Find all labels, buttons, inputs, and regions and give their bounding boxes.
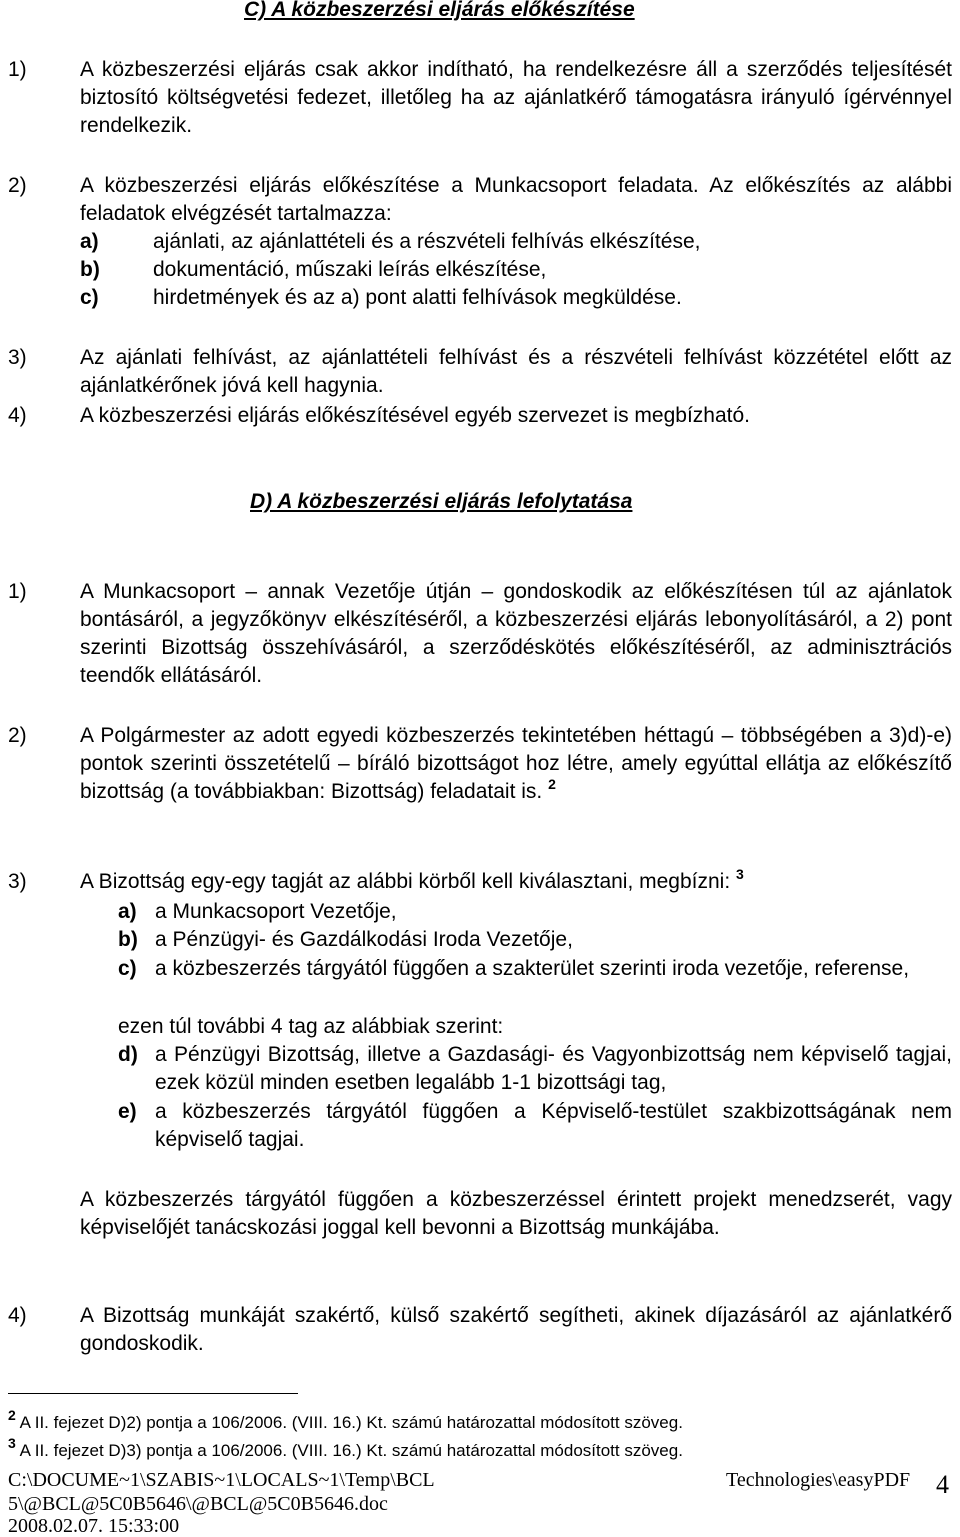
paragraph-text: A közbeszerzési eljárás csak akkor indítható, ha rendelkezésre áll a szerződés teljesítését biztosító költségvetési fedezet, illetőleg ha az ajánlatkérő támogatásra irányuló ígérvénnyel rendelkezik.: [80, 58, 952, 137]
footer-timestamp: 2008.02.07. 15:33:00: [8, 1515, 180, 1537]
paragraph-number: 2): [8, 724, 27, 747]
list-item: [80, 284, 682, 312]
footer-path-line-2: 5\@BCL@5C0B5646\@BCL@5C0B5646.doc: [8, 1493, 388, 1515]
list-item-text: dokumentáció, műszaki leírás elkészítése,: [153, 258, 547, 281]
paragraph-number: 3): [8, 870, 27, 893]
list-item-label: c): [118, 957, 137, 980]
list-item-text: a Pénzügyi Bizottság, illetve a Gazdasági- és Vagyonbizottság nem képviselő tagjai, ezek közül minden esetben legalább 1-1 bizottsági tag,: [155, 1043, 952, 1094]
paragraph-text: A közbeszerzési eljárás előkészítése a Munkacsoport feladata. Az előkészítés az alábbi feladatok elvégzését tartalmazza:: [80, 174, 952, 225]
list-item-label: b): [80, 258, 100, 281]
list-item-label: a): [118, 900, 137, 923]
paragraph-number: 2): [8, 174, 27, 197]
paragraph-body: A Polgármester az adott egyedi közbeszerzés tekintetében héttagú – többségében a 3)d)-e) pontok szerinti összetételű – bíráló bizottságot hoz létre, amely egyúttal ellátja az előkészítő bizottság (a továbbiakban: Bizottság) feladatait is.: [80, 724, 952, 803]
paragraph-number: 4): [8, 1304, 27, 1327]
footnote-text: A II. fejezet D)2) pontja a 106/2006. (VIII. 16.) Kt. számú határozattal módosított szöveg.: [19, 1413, 683, 1432]
paragraph-text: A Bizottság munkáját szakértő, külső szakértő segítheti, akinek díjazásáról az ajánlatkérő gondoskodik.: [80, 1304, 952, 1355]
list-item-label: c): [80, 286, 99, 309]
paragraph-text: [80, 868, 952, 897]
list-intro: ezen túl további 4 tag az alábbiak szerint:: [118, 1015, 504, 1038]
list-item-text: a Pénzügyi- és Gazdálkodási Iroda Vezetője,: [155, 928, 573, 951]
list-item: [80, 256, 546, 284]
paragraph-body: A Bizottság egy-egy tagját az alábbi körből kell kiválasztani, megbízni:: [80, 870, 731, 893]
paragraph-text: A Munkacsoport – annak Vezetője útján – gondoskodik az előkészítésen túl az ajánlatok bontásáról, a jegyzőkönyv elkészítéséről, a közbeszerzési eljárás lebonyolításáról, a 2) pont szerinti Bizottság összehívásáról, a szerződéskötés előkészítéséről, az adminisztrációs teendők ellátásáról.: [80, 580, 952, 687]
footnote-reference: 3: [736, 866, 744, 882]
list-item-text: ajánlati, az ajánlattételi és a részvételi felhívás elkészítése,: [153, 230, 701, 253]
footnote-mark: 2: [8, 1407, 16, 1423]
list-item: [118, 1098, 952, 1154]
list-item: [118, 926, 952, 954]
footnote: [8, 1435, 683, 1462]
list-item-label: b): [118, 928, 138, 951]
list-item-text: a közbeszerzés tárgyától függően a szakterület szerinti iroda vezetője, referense,: [155, 957, 910, 980]
list-item-label: a): [80, 230, 99, 253]
list-item: [80, 228, 700, 256]
footnote: [8, 1407, 683, 1434]
paragraph-text: Az ajánlati felhívást, az ajánlattételi felhívást és a részvételi felhívást közzététel előtt az ajánlatkérőnek jóvá kell hagynia.: [80, 346, 952, 397]
section-d-heading: D) A közbeszerzési eljárás lefolytatása: [250, 490, 633, 513]
list-item: [118, 1041, 952, 1097]
paragraph-number: 1): [8, 580, 27, 603]
footnote-text: A II. fejezet D)3) pontja a 106/2006. (VIII. 16.) Kt. számú határozattal módosított szöveg.: [19, 1441, 683, 1460]
list-item: [118, 955, 952, 983]
footer-generator: Technologies\easyPDF: [726, 1469, 911, 1491]
page-number: 4: [936, 1470, 949, 1499]
list-item: [118, 898, 952, 926]
list-item-text: a közbeszerzés tárgyától függően a Képviselő-testület szakbizottságának nem képviselő tagjai.: [155, 1100, 952, 1151]
list-item-text: hirdetmények és az a) pont alatti felhívások megküldése.: [153, 286, 682, 309]
footnote-mark: 3: [8, 1435, 16, 1451]
list-item-label: d): [118, 1043, 138, 1066]
paragraph-number: 4): [8, 404, 27, 427]
section-c-heading: C) A közbeszerzési eljárás előkészítése: [244, 0, 635, 21]
footnote-reference: 2: [548, 776, 556, 792]
list-item-text: a Munkacsoport Vezetője,: [155, 900, 397, 923]
list-item-label: e): [118, 1100, 137, 1123]
paragraph-text: A közbeszerzési eljárás előkészítésével egyéb szervezet is megbízható.: [80, 404, 751, 427]
paragraph-text: [80, 722, 952, 807]
paragraph-number: 1): [8, 58, 27, 81]
section-d-closing-text: A közbeszerzés tárgyától függően a közbeszerzéssel érintett projekt menedzserét, vagy képviselőjét tanácskozási joggal kell bevonni a Bizottság munkájába.: [80, 1188, 952, 1239]
footnote-divider: [8, 1393, 298, 1394]
paragraph-number: 3): [8, 346, 27, 369]
footer-path-line-1: C:\DOCUME~1\SZABIS~1\LOCALS~1\Temp\BCL: [8, 1469, 435, 1491]
